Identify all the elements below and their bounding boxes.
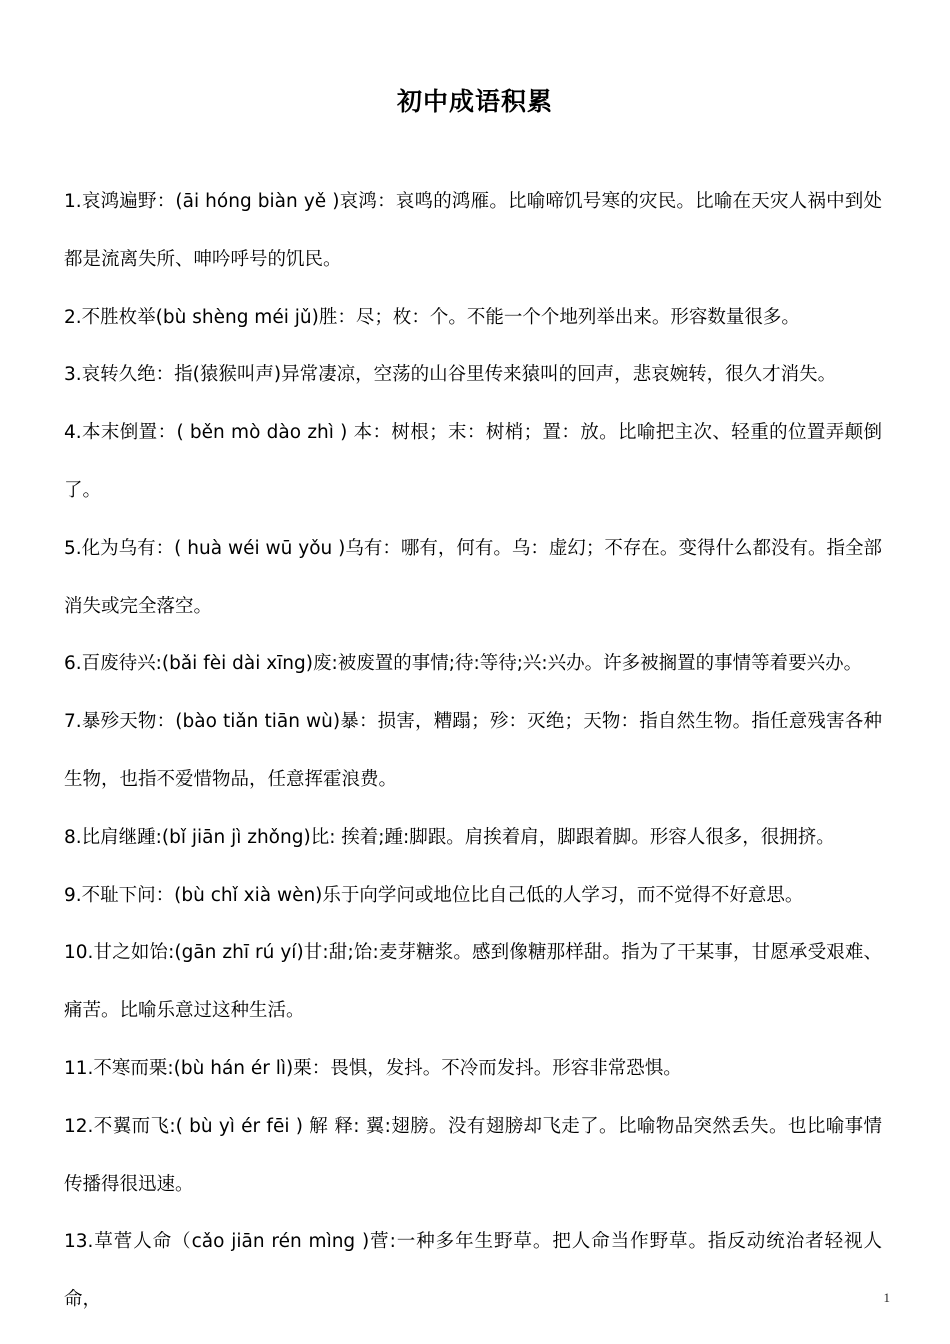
idiom-entry: 3.哀转久绝：指(猿猴叫声)异常凄凉，空荡的山谷里传来猿叫的回声，悲哀婉转，很久才消失。 <box>64 364 837 386</box>
idiom-entry: 11.不寒而栗:(bù hán ér lì)栗：畏惧，发抖。不冷而发抖。形容非常恐惧。 <box>64 1057 682 1079</box>
idiom-entry: 13.草菅人命（cǎo jiān rén mìng )菅:一种多年生野草。把人命当作野草。指反动统治者轻视人命， <box>64 1231 882 1311</box>
idiom-entry: 10.甘之如饴:(gān zhī rú yí)甘:甜;饴:麦芽糖浆。感到像糖那样甜。指为了干某事，甘愿承受艰难、痛苦。比喻乐意过这种生活。 <box>64 942 882 1022</box>
idiom-list <box>64 173 882 1329</box>
idiom-entry: 12.不翼而飞:( bù yì ér fēi ) 解 释: 翼:翅膀。没有翅膀却飞走了。比喻物品突然丢失。也比喻事情传播得很迅速。 <box>64 1115 882 1195</box>
page-number: 1 <box>883 1290 890 1305</box>
idiom-entry: 8.比肩继踵:(bǐ jiān jì zhǒng)比: 挨着;踵:脚跟。肩挨着肩，脚跟着脚。形容人很多，很拥挤。 <box>64 826 835 848</box>
idiom-entry: 7.暴殄天物：(bào tiǎn tiān wù)暴：损害，糟蹋；殄：灭绝；天物：指自然生物。指任意残害各种生物，也指不爱惜物品，任意挥霍浪费。 <box>64 711 882 790</box>
document-title: 初中成语积累 <box>396 87 553 116</box>
idiom-entry: 1.哀鸿遍野：(āi hóng biàn yě )哀鸿：哀鸣的鸿雁。比喻啼饥号寒的灾民。比喻在天灾人祸中到处都是流离失所、呻吟呼号的饥民。 <box>64 191 882 270</box>
idiom-entry: 4.本末倒置：( běn mò dào zhì ) 本：树根；末：树梢；置：放。比喻把主次、轻重的位置弄颠倒了。 <box>64 422 882 501</box>
idiom-entry: 2.不胜枚举(bù shèng méi jǔ)胜：尽；枚：个。不能一个个地列举出来。形容数量很多。 <box>64 306 800 328</box>
idiom-entry: 5.化为乌有：( huà wéi wū yǒu )乌有：哪有，何有。乌：虚幻；不存在。变得什么都没有。指全部消失或完全落空。 <box>64 537 882 617</box>
idiom-entry: 9.不耻下问：(bù chǐ xià wèn)乐于向学问或地位比自己低的人学习，而不觉得不好意思。 <box>64 884 804 906</box>
idiom-entry: 6.百废待兴:(bǎi fèi dài xīng)废:被废置的事情;待:等待;兴:兴办。许多被搁置的事情等着要兴办。 <box>64 653 863 675</box>
